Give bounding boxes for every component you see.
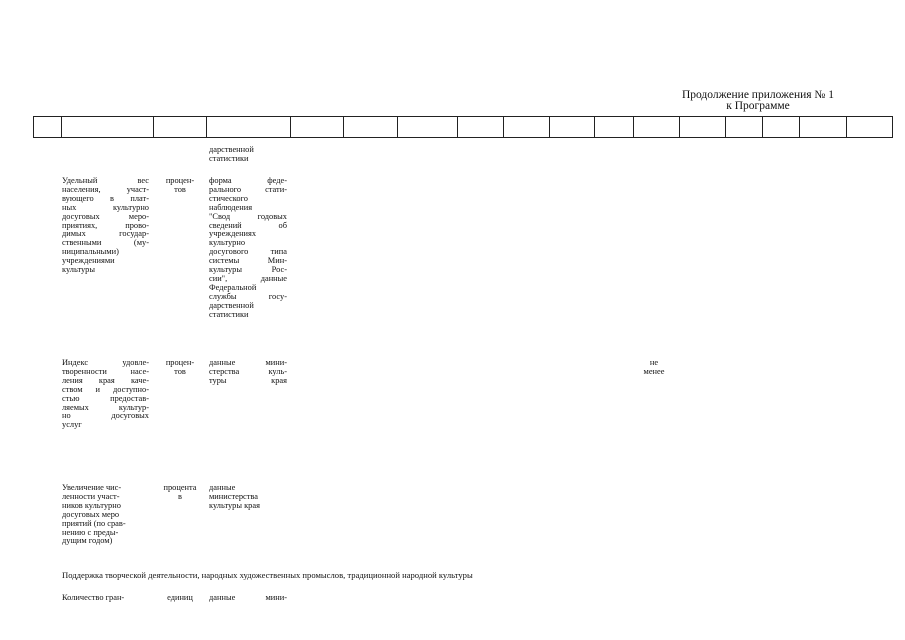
row-value: не менее bbox=[643, 358, 665, 376]
header-cell bbox=[634, 117, 680, 138]
appendix-header-line1: Продолжение приложения № 1 bbox=[681, 89, 835, 101]
row-indicator: Количество гран- bbox=[62, 593, 125, 602]
header-cell bbox=[726, 117, 763, 138]
header-cell bbox=[550, 117, 595, 138]
row-unit: единиц bbox=[167, 593, 193, 602]
header-cell bbox=[207, 117, 291, 138]
row-indicator: Индекс удовле- творенности насе- ления края каче- ством и доступно- стью предостав- ляемых культур- но досуговых услуг bbox=[62, 358, 149, 430]
row-unit: процента в bbox=[163, 483, 197, 501]
table-header-row bbox=[33, 116, 893, 138]
header-cell bbox=[291, 117, 344, 138]
appendix-header-line2: к Программе bbox=[726, 100, 790, 112]
row-source: данные мини- стерства куль- туры края bbox=[209, 358, 287, 385]
header-cell bbox=[154, 117, 207, 138]
header-cell bbox=[62, 117, 154, 138]
header-cell bbox=[398, 117, 458, 138]
header-cell bbox=[595, 117, 634, 138]
header-cell bbox=[458, 117, 504, 138]
header-cell bbox=[800, 117, 847, 138]
row-indicator: Увеличение чис- ленности участ- ников культурно досуговых меро приятий (по срав- нению с преды- дущим годом) bbox=[62, 483, 126, 546]
header-cell bbox=[34, 117, 62, 138]
header-cell bbox=[847, 117, 893, 138]
row-source: данные министерства культуры края bbox=[209, 483, 260, 510]
row-unit: процен- тов bbox=[165, 358, 195, 376]
row-source: данные мини- bbox=[209, 593, 287, 602]
row-unit: процен- тов bbox=[165, 176, 195, 194]
header-cell bbox=[504, 117, 550, 138]
header-cell bbox=[763, 117, 800, 138]
row-source: форма феде- рального стати- стического наблюдения "Свод годовых сведений об учреждениях культурно досугового типа системы Мин- культуры Рос- сии", данные Федеральной службы госу- дарственной статистики bbox=[209, 176, 287, 319]
header-cell bbox=[680, 117, 726, 138]
appendix-header bbox=[660, 90, 856, 112]
row-source: дарственной статистики bbox=[209, 145, 254, 163]
header-cell bbox=[344, 117, 398, 138]
section-title: Поддержка творческой деятельности, народных художественных промыслов, традиционной народной культуры bbox=[62, 570, 473, 580]
row-indicator: Удельный вес населения, участ- вующего в плат- ных культурно досуговых меро- приятиях, прово- димых государ- ственными (му- ниципальными) учреждениями культуры bbox=[62, 176, 149, 275]
